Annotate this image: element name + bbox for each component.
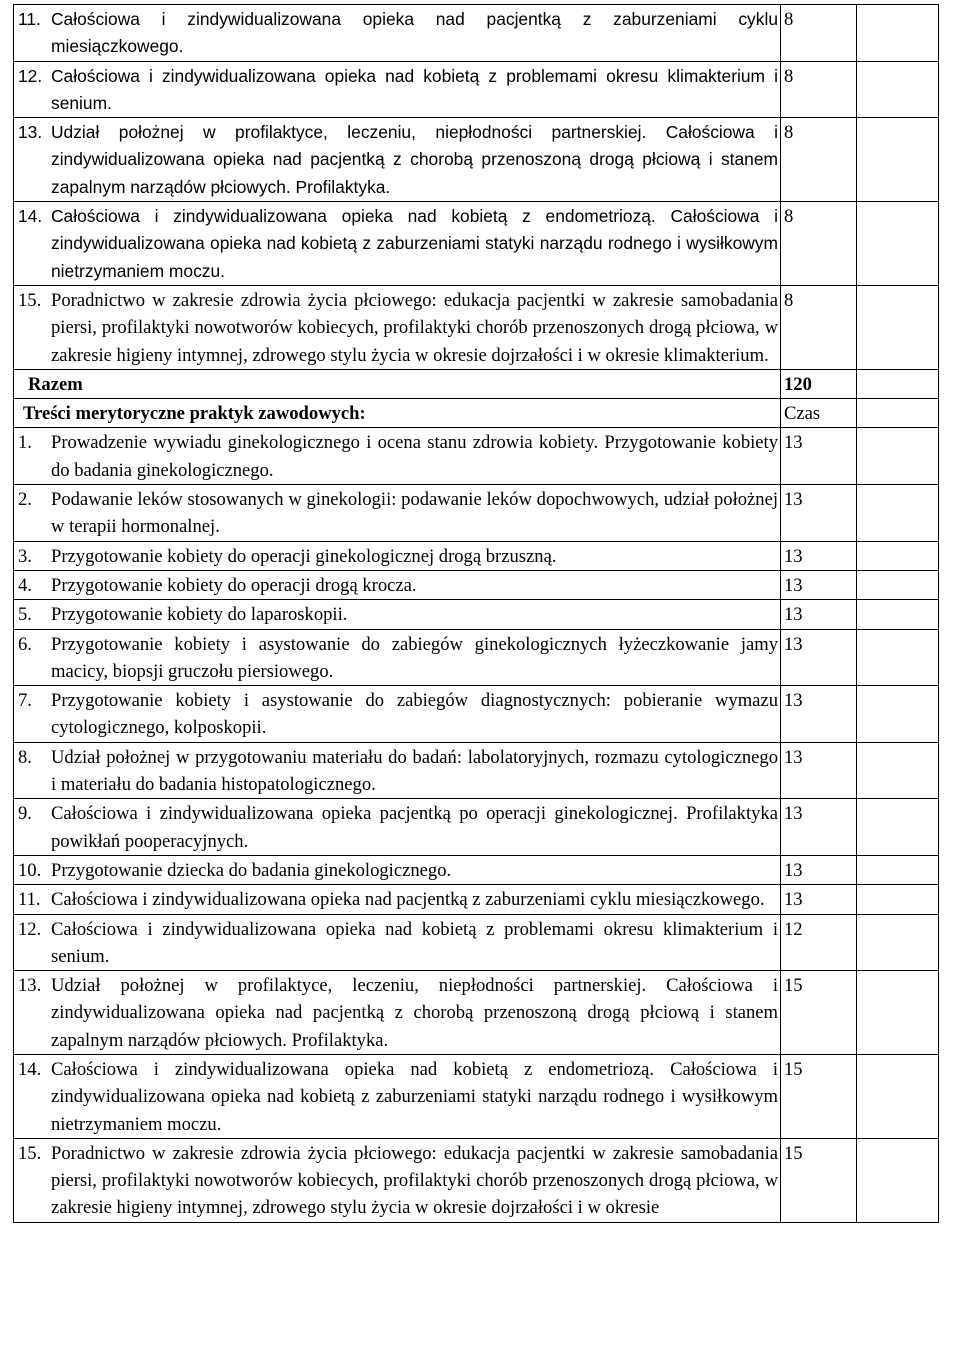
topic-cell: [14, 742, 781, 799]
table-row: [14, 5, 939, 62]
hours-value: 8: [784, 206, 794, 228]
total-label: Razem: [28, 373, 83, 395]
topic-item: [14, 63, 778, 118]
hours-value: 13: [784, 574, 803, 596]
section-b-header: Treści merytoryczne praktyk zawodowych:: [23, 403, 366, 425]
table-row: [14, 202, 939, 286]
topic-cell: [14, 914, 781, 971]
topic-number: 2.: [18, 489, 32, 511]
topic-cell: [14, 885, 781, 914]
topic-text: Całościowa i zindywidualizowana opieka nad pacjentką z zaburzeniami cyklu miesiączkowego.: [51, 889, 765, 911]
topic-text: Przygotowanie kobiety i asystowanie do zabiegów diagnostycznych: pobieranie wymazu cytologicznego, kolposkopii.: [51, 690, 778, 739]
topic-cell: [14, 202, 781, 286]
topic-text: Przygotowanie kobiety i asystowanie do zabiegów ginekologicznych łyżeczkowanie jamy macicy, biopsji gruczołu piersiowego.: [51, 633, 778, 682]
hours-cell: [781, 61, 857, 118]
time-header-cell: [781, 399, 857, 428]
empty-cell: [857, 742, 939, 799]
hours-cell: [781, 202, 857, 286]
topic-cell: [14, 285, 781, 369]
hours-cell: [781, 570, 857, 599]
empty-cell: [857, 485, 939, 542]
hours-cell: [781, 629, 857, 686]
topic-number: 3.: [18, 545, 32, 567]
total-value: 120: [784, 373, 812, 395]
hours-cell: [781, 118, 857, 202]
topic-number: 14.: [18, 1058, 42, 1080]
topic-item: [14, 687, 778, 742]
topic-item: [14, 744, 778, 799]
hours-cell: [781, 485, 857, 542]
table-row: [14, 1054, 939, 1138]
empty-cell: [857, 686, 939, 743]
hours-cell: [781, 686, 857, 743]
topic-number: 8.: [18, 746, 32, 768]
topic-cell: [14, 570, 781, 599]
section-b-header-cell: [14, 399, 781, 428]
empty-cell: [857, 369, 939, 398]
topic-cell: [14, 1054, 781, 1138]
hours-value: 15: [784, 975, 803, 997]
table-row: [14, 118, 939, 202]
topic-number: 4.: [18, 574, 32, 596]
topic-item: [14, 916, 778, 971]
table-row: [14, 686, 939, 743]
topic-text: Podawanie leków stosowanych w ginekologii: podawanie leków dopochwowych, udział położnej w terapii hormonalnej.: [51, 489, 778, 538]
topic-number: 9.: [18, 803, 32, 825]
hours-value: 13: [784, 489, 803, 511]
hours-value: 13: [784, 803, 803, 825]
topic-text: Udział położnej w profilaktyce, leczeniu, niepłodności partnerskiej. Całościowa i zindywidualizowana opieka nad pacjentką z chorobą przenoszoną drogą płciową i stanem zapalnym narządów płciowych. Profilaktyka.: [51, 122, 778, 197]
topic-item: [14, 631, 778, 686]
hours-cell: [781, 914, 857, 971]
curriculum-table: [13, 4, 939, 1223]
hours-value: 13: [784, 604, 803, 626]
topic-cell: [14, 541, 781, 570]
topic-cell: [14, 485, 781, 542]
table-row: [14, 61, 939, 118]
hours-cell: [781, 971, 857, 1055]
topic-item: [14, 601, 778, 628]
table-row: [14, 799, 939, 856]
hours-cell: [781, 285, 857, 369]
document-page: [13, 4, 939, 1223]
topic-item: [14, 287, 778, 369]
hours-value: 13: [784, 746, 803, 768]
section-a-total: [14, 369, 939, 428]
topic-number: 15.: [18, 1142, 42, 1164]
topic-text: Przygotowanie dziecka do badania ginekologicznego.: [51, 859, 452, 881]
topic-cell: [14, 1138, 781, 1222]
table-row: [14, 1138, 939, 1222]
topic-cell: [14, 118, 781, 202]
hours-value: 13: [784, 545, 803, 567]
topic-cell: [14, 799, 781, 856]
total-label-cell: [14, 369, 781, 398]
table-row: [14, 971, 939, 1055]
topic-number: 12.: [18, 65, 43, 86]
topic-text: Całościowa i zindywidualizowana opieka nad kobietą z endometriozą. Całościowa i zindywidualizowana opieka nad kobietą z zaburzeniami statyki narządu rodnego i wysiłkowym nietrzymaniem moczu.: [51, 206, 778, 281]
empty-cell: [857, 885, 939, 914]
hours-cell: [781, 1054, 857, 1138]
topic-text: Całościowa i zindywidualizowana opieka pacjentką po operacji ginekologicznej. Profilaktyka powikłań pooperacyjnych.: [51, 803, 778, 852]
topic-text: Całościowa i zindywidualizowana opieka nad pacjentką z zaburzeniami cyklu miesiączkowego.: [51, 9, 778, 57]
empty-cell: [857, 428, 939, 485]
topic-item: [14, 800, 778, 855]
topic-item: [14, 572, 778, 599]
topic-number: 11.: [18, 9, 41, 29]
topic-text: Przygotowanie kobiety do operacji ginekologicznej drogą brzuszną.: [51, 545, 557, 567]
topic-number: 15.: [18, 289, 42, 311]
topic-number: 11.: [18, 889, 41, 911]
topic-text: Przygotowanie kobiety do operacji drogą krocza.: [51, 574, 417, 596]
topic-number: 10.: [18, 859, 42, 881]
topic-text: Przygotowanie kobiety do laparoskopii.: [51, 604, 348, 626]
topic-text: Całościowa i zindywidualizowana opieka nad kobietą z endometriozą. Całościowa i zindywidualizowana opieka nad kobietą z zaburzeniami statyki narządu rodnego i wysiłkowym nietrzymaniem moczu.: [51, 1058, 778, 1135]
empty-cell: [857, 285, 939, 369]
topic-number: 12.: [18, 918, 42, 940]
total-row: [14, 369, 939, 398]
empty-cell: [857, 1054, 939, 1138]
section-a-body: [14, 5, 939, 370]
topic-cell: [14, 61, 781, 118]
topic-item: [14, 543, 778, 570]
topic-item: [14, 429, 778, 484]
topic-number: 13.: [18, 122, 43, 143]
empty-cell: [857, 629, 939, 686]
hours-value: 8: [784, 65, 794, 87]
topic-number: 1.: [18, 432, 32, 454]
topic-item: [14, 886, 778, 913]
empty-cell: [857, 202, 939, 286]
hours-value: 8: [784, 122, 794, 144]
topic-cell: [14, 600, 781, 629]
topic-item: [14, 1056, 778, 1138]
topic-number: 6.: [18, 633, 32, 655]
topic-number: 5.: [18, 604, 32, 626]
hours-value: 8: [784, 9, 794, 30]
topic-number: 7.: [18, 690, 32, 712]
hours-value: 13: [784, 432, 803, 454]
topic-item: [14, 203, 778, 285]
hours-cell: [781, 1138, 857, 1222]
topic-cell: [14, 428, 781, 485]
topic-cell: [14, 971, 781, 1055]
topic-item: [14, 6, 778, 61]
empty-cell: [857, 799, 939, 856]
section-b-header-row: [14, 399, 939, 428]
topic-number: 13.: [18, 975, 42, 997]
empty-cell: [857, 1138, 939, 1222]
hours-value: 15: [784, 1142, 803, 1164]
table-row: [14, 742, 939, 799]
table-row: [14, 885, 939, 914]
topic-cell: [14, 855, 781, 884]
table-row: [14, 485, 939, 542]
empty-cell: [857, 61, 939, 118]
hours-cell: [781, 885, 857, 914]
topic-text: Całościowa i zindywidualizowana opieka nad kobietą z problemami okresu klimakterium i senium.: [51, 65, 778, 113]
topic-item: [14, 486, 778, 541]
hours-value: 8: [784, 289, 794, 311]
topic-text: Poradnictwo w zakresie zdrowia życia płciowego: edukacja pacjentki w zakresie samobadania piersi, profilaktyki nowotworów kobiecych, profilaktyki chorób przenoszonych drogą płciowa, w zakresie higieny intymnej, zdrowego stylu życia w okresie dojrzałości i w okresie: [51, 1142, 778, 1219]
section-b-body: [14, 428, 939, 1222]
hours-cell: [781, 799, 857, 856]
empty-cell: [857, 118, 939, 202]
table-row: [14, 914, 939, 971]
topic-text: Całościowa i zindywidualizowana opieka nad kobietą z problemami okresu klimakterium i senium.: [51, 918, 778, 967]
hours-value: 13: [784, 633, 803, 655]
topic-item: [14, 857, 778, 884]
table-row: [14, 428, 939, 485]
empty-cell: [857, 541, 939, 570]
topic-cell: [14, 5, 781, 62]
total-value-cell: [781, 369, 857, 398]
topic-cell: [14, 686, 781, 743]
table-row: [14, 285, 939, 369]
table-row: [14, 600, 939, 629]
topic-cell: [14, 629, 781, 686]
empty-cell: [857, 570, 939, 599]
hours-cell: [781, 5, 857, 62]
time-header: Czas: [784, 403, 821, 425]
empty-cell: [857, 600, 939, 629]
hours-value: 15: [784, 1058, 803, 1080]
topic-text: Prowadzenie wywiadu ginekologicznego i ocena stanu zdrowia kobiety. Przygotowanie kobiety do badania ginekologicznego.: [51, 432, 778, 481]
hours-value: 13: [784, 859, 803, 881]
hours-cell: [781, 428, 857, 485]
empty-cell: [857, 971, 939, 1055]
topic-text: Udział położnej w przygotowaniu materiału do badań: labolatoryjnych, rozmazu cytologicznego i materiału do badania histopatologicznego.: [51, 746, 778, 796]
table-row: [14, 541, 939, 570]
empty-cell: [857, 914, 939, 971]
hours-value: 13: [784, 889, 803, 911]
topic-text: Poradnictwo w zakresie zdrowia życia płciowego: edukacja pacjentki w zakresie samobadania piersi, profilaktyki nowotworów kobiecych, profilaktyki chorób przenoszonych drogą płciowa, w zakresie higieny intymnej, zdrowego stylu życia w okresie dojrzałości i w okresie klimakterium.: [51, 289, 778, 366]
hours-cell: [781, 541, 857, 570]
table-row: [14, 629, 939, 686]
hours-cell: [781, 600, 857, 629]
empty-cell: [857, 399, 939, 428]
topic-item: [14, 1140, 778, 1222]
topic-number: 14.: [18, 206, 43, 227]
hours-value: 12: [784, 918, 803, 940]
table-row: [14, 570, 939, 599]
empty-cell: [857, 855, 939, 884]
hours-cell: [781, 855, 857, 884]
hours-value: 13: [784, 690, 803, 712]
hours-cell: [781, 742, 857, 799]
table-row: [14, 855, 939, 884]
topic-item: [14, 119, 778, 201]
empty-cell: [857, 5, 939, 62]
topic-item: [14, 972, 778, 1054]
topic-text: Udział położnej w profilaktyce, leczeniu, niepłodności partnerskiej. Całościowa i zindywidualizowana opieka nad pacjentką z chorobą przenoszoną drogą płciową i stanem zapalnym narządów płciowych. Profilaktyka.: [51, 975, 778, 1051]
